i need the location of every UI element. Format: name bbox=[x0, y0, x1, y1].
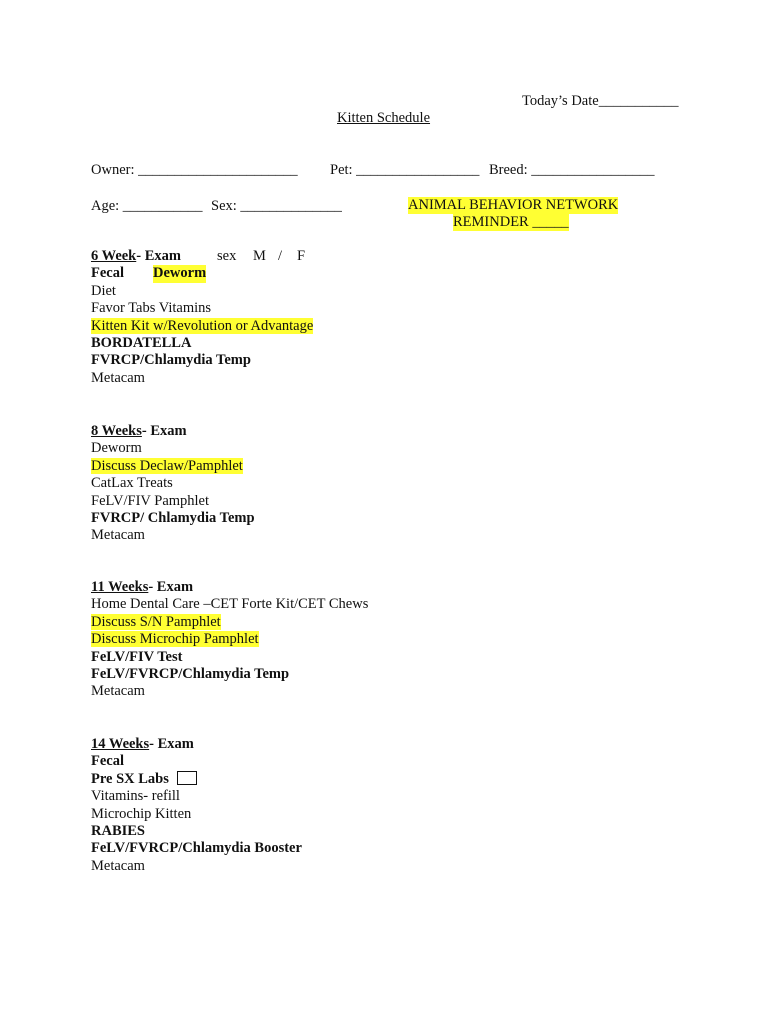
week-11-section bbox=[91, 579, 368, 701]
week-8-exam: - Exam bbox=[141, 423, 187, 439]
week-8-heading: 8 Weeks bbox=[91, 423, 142, 439]
week-14-rabies: RABIES bbox=[91, 822, 145, 839]
week-8-felv-fiv-pamphlet: FeLV/FIV Pamphlet bbox=[91, 492, 210, 509]
week-8-metacam: Metacam bbox=[91, 527, 145, 544]
week-6-deworm: Deworm bbox=[153, 265, 207, 282]
week-8-declaw: Discuss Declaw/Pamphlet bbox=[91, 457, 243, 474]
week-11-sn-pamphlet: Discuss S/N Pamphlet bbox=[91, 613, 221, 630]
week-6-vitamins: Favor Tabs Vitamins bbox=[91, 300, 212, 317]
week-11-felv-fvrcp: FeLV/FVRCP/Chlamydia Temp bbox=[91, 665, 290, 682]
week-14-heading: 14 Weeks bbox=[91, 736, 150, 752]
sex-slash: / bbox=[278, 248, 283, 264]
week-6-kitten-kit: Kitten Kit w/Revolution or Advantage bbox=[91, 317, 314, 334]
page-title: Kitten Schedule bbox=[337, 110, 431, 126]
week-14-booster: FeLV/FVRCP/Chlamydia Booster bbox=[91, 840, 302, 857]
pet-field[interactable]: Pet: _________________ bbox=[330, 162, 480, 178]
week-6-bordatella: BORDATELLA bbox=[91, 334, 192, 351]
week-6-metacam: Metacam bbox=[91, 369, 145, 386]
week-14-fecal: Fecal bbox=[91, 753, 125, 770]
week-11-felv-fiv-test: FeLV/FIV Test bbox=[91, 648, 183, 665]
pre-sx-labs-checkbox[interactable] bbox=[177, 771, 197, 785]
sex-f-option[interactable]: F bbox=[297, 248, 306, 264]
week-6-fecal: Fecal bbox=[91, 265, 125, 282]
reminder-line-2: REMINDER _____ bbox=[453, 214, 569, 230]
week-8-section bbox=[91, 423, 255, 545]
week-6-exam: - Exam bbox=[136, 248, 181, 264]
week-11-metacam: Metacam bbox=[91, 683, 145, 700]
week-14-section bbox=[91, 736, 302, 875]
week-11-heading: 11 Weeks bbox=[91, 579, 149, 595]
week-14-vitamins-refill: Vitamins- refill bbox=[91, 788, 180, 805]
week-14-exam: - Exam bbox=[149, 736, 194, 752]
sex-m-option[interactable]: M bbox=[253, 248, 266, 264]
week-11-microchip-pamphlet: Discuss Microchip Pamphlet bbox=[91, 631, 259, 648]
week-14-pre-sx-labs: Pre SX Labs bbox=[91, 770, 169, 787]
reminder-line-1: ANIMAL BEHAVIOR NETWORK bbox=[408, 197, 619, 213]
week-8-catlax: CatLax Treats bbox=[91, 475, 173, 492]
owner-field[interactable]: Owner: ______________________ bbox=[91, 162, 298, 178]
sex-field[interactable]: Sex: ______________ bbox=[211, 198, 342, 214]
week-11-exam: - Exam bbox=[148, 579, 194, 595]
week-11-dental: Home Dental Care –CET Forte Kit/CET Chews bbox=[91, 596, 369, 613]
week-6-heading: 6 Week bbox=[91, 248, 137, 264]
week-14-microchip-kitten: Microchip Kitten bbox=[91, 805, 192, 822]
week-8-fvrcp: FVRCP/ Chlamydia Temp bbox=[91, 509, 255, 526]
week-6-section bbox=[91, 248, 313, 387]
sex-label: sex bbox=[217, 248, 237, 264]
week-14-metacam: Metacam bbox=[91, 857, 145, 874]
age-field[interactable]: Age: ___________ bbox=[91, 198, 203, 214]
breed-field[interactable]: Breed: _________________ bbox=[489, 162, 655, 178]
week-6-diet: Diet bbox=[91, 282, 116, 299]
week-8-deworm: Deworm bbox=[91, 440, 142, 457]
week-6-fvrcp: FVRCP/Chlamydia Temp bbox=[91, 352, 251, 369]
todays-date-field[interactable]: Today’s Date___________ bbox=[522, 93, 679, 109]
